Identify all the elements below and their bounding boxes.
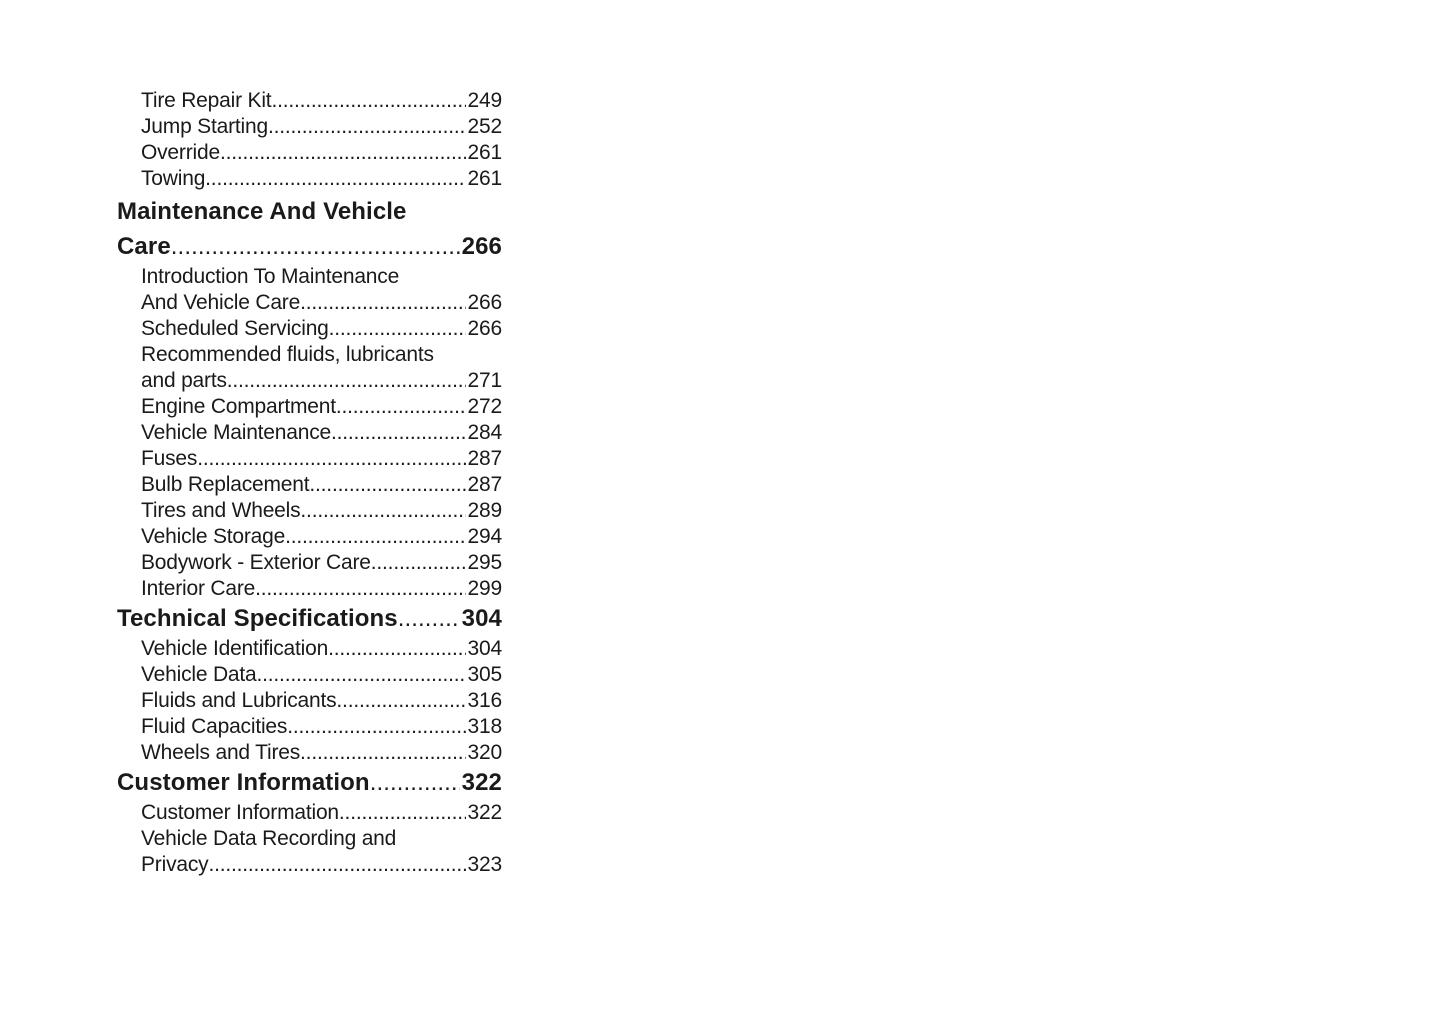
toc-entry-label: Privacy — [141, 853, 209, 876]
toc-entry-label: Tires and Wheels — [141, 499, 301, 522]
dot-leader — [220, 140, 466, 166]
dot-leader — [371, 550, 466, 576]
toc-entry-page: 287 — [467, 473, 502, 496]
dot-leader — [205, 166, 465, 192]
dot-leader — [328, 636, 465, 662]
toc-entry-page: 305 — [467, 663, 502, 686]
dot-leader — [227, 368, 466, 394]
dot-leader — [329, 316, 466, 342]
toc-entry-page: 261 — [467, 141, 502, 164]
toc-entry-label: Customer Information — [141, 801, 339, 824]
toc-entry-vehicle-data-recording[interactable] — [117, 852, 502, 878]
dot-leader — [287, 714, 465, 740]
toc-entry-bulb-replacement[interactable] — [117, 472, 502, 498]
toc-section-label: Customer Information — [117, 769, 370, 796]
toc-entry-page: 323 — [467, 853, 502, 876]
dot-leader — [398, 602, 460, 636]
table-of-contents — [117, 88, 502, 878]
dot-leader — [255, 576, 465, 602]
toc-entry-scheduled-servicing[interactable] — [117, 316, 502, 342]
toc-entry-vehicle-data[interactable] — [117, 662, 502, 688]
toc-entry-interior-care[interactable] — [117, 576, 502, 602]
toc-entry-towing[interactable] — [117, 166, 502, 192]
toc-entry-page: 272 — [467, 395, 502, 418]
toc-entry-page: 289 — [467, 499, 502, 522]
toc-entry-label: Vehicle Maintenance — [141, 421, 331, 444]
toc-entry-page: 266 — [467, 291, 502, 314]
toc-entry-fluids-and-lubricants[interactable] — [117, 688, 502, 714]
toc-entry-label: And Vehicle Care — [141, 291, 301, 314]
toc-entry-tire-repair-kit[interactable] — [117, 88, 502, 114]
toc-entry-label: Interior Care — [141, 577, 256, 600]
toc-entry-label: Bulb Replacement — [141, 473, 310, 496]
toc-entry-label: Fluid Capacities — [141, 715, 288, 738]
toc-entry-engine-compartment[interactable] — [117, 394, 502, 420]
toc-entry-label: Override — [141, 141, 220, 164]
toc-entry-page: 304 — [467, 637, 502, 660]
dot-leader — [257, 662, 466, 688]
toc-entry-page: 320 — [467, 741, 502, 764]
dot-leader — [208, 852, 465, 878]
toc-entry-vehicle-storage[interactable] — [117, 524, 502, 550]
toc-section-maintenance-title-line1[interactable] — [117, 194, 502, 229]
dot-leader — [300, 290, 465, 316]
toc-entry-page: 284 — [467, 421, 502, 444]
toc-entry-label: and parts — [141, 369, 227, 392]
toc-entry-page: 261 — [467, 167, 502, 190]
toc-entry-recommended-fluids-line1[interactable] — [117, 342, 502, 368]
toc-entry-label: Bodywork - Exterior Care — [141, 551, 371, 574]
dot-leader — [268, 114, 466, 140]
toc-entry-page: 287 — [467, 447, 502, 470]
dot-leader — [271, 88, 465, 114]
toc-entry-page: 316 — [467, 689, 502, 712]
toc-section-page: 322 — [461, 769, 502, 796]
toc-entry-override[interactable] — [117, 140, 502, 166]
toc-entry-label: Introduction To Maintenance — [141, 265, 400, 288]
dot-leader — [336, 394, 466, 420]
toc-entry-vehicle-data-recording-line1[interactable] — [117, 826, 502, 852]
toc-entry-page: 271 — [467, 369, 502, 392]
dot-leader — [370, 766, 460, 800]
toc-section-label: Maintenance And Vehicle — [117, 198, 407, 225]
toc-entry-label: Vehicle Storage — [141, 525, 286, 548]
toc-entry-label: Recommended fluids, lubricants — [141, 343, 434, 366]
toc-entry-label: Jump Starting — [141, 115, 268, 138]
toc-entry-jump-starting[interactable] — [117, 114, 502, 140]
toc-entry-customer-information[interactable] — [117, 800, 502, 826]
toc-entry-page: 322 — [467, 801, 502, 824]
dot-leader — [336, 688, 465, 714]
toc-entry-tires-and-wheels[interactable] — [117, 498, 502, 524]
toc-entry-wheels-and-tires[interactable] — [117, 740, 502, 766]
dot-leader — [197, 446, 465, 472]
dot-leader — [309, 472, 465, 498]
toc-section-label: Care — [117, 233, 171, 260]
toc-entry-label: Fuses — [141, 447, 198, 470]
toc-entry-vehicle-identification[interactable] — [117, 636, 502, 662]
dot-leader — [171, 229, 460, 264]
toc-entry-label: Vehicle Data — [141, 663, 257, 686]
toc-entry-page: 249 — [467, 89, 502, 112]
toc-section-page: 266 — [461, 233, 502, 260]
toc-section-technical-specifications[interactable] — [117, 602, 502, 636]
toc-entry-page: 295 — [467, 551, 502, 574]
toc-entry-recommended-fluids[interactable] — [117, 368, 502, 394]
toc-entry-page: 266 — [467, 317, 502, 340]
toc-entry-introduction[interactable] — [117, 290, 502, 316]
dot-leader — [300, 740, 466, 766]
toc-entry-bodywork-exterior-care[interactable] — [117, 550, 502, 576]
dot-leader — [339, 800, 466, 826]
toc-entry-introduction-line1[interactable] — [117, 264, 502, 290]
toc-entry-fuses[interactable] — [117, 446, 502, 472]
toc-entry-label: Vehicle Data Recording and — [141, 827, 397, 850]
toc-entry-label: Fluids and Lubricants — [141, 689, 337, 712]
toc-section-label: Technical Specifications — [117, 605, 398, 632]
toc-section-maintenance[interactable] — [117, 229, 502, 264]
toc-entry-vehicle-maintenance[interactable] — [117, 420, 502, 446]
toc-entry-label: Scheduled Servicing — [141, 317, 329, 340]
dot-leader — [331, 420, 466, 446]
toc-entry-label: Vehicle Identification — [141, 637, 329, 660]
toc-entry-fluid-capacities[interactable] — [117, 714, 502, 740]
toc-entry-label: Tire Repair Kit — [141, 89, 272, 112]
dot-leader — [285, 524, 465, 550]
dot-leader — [300, 498, 465, 524]
toc-entry-page: 252 — [467, 115, 502, 138]
toc-entry-page: 294 — [467, 525, 502, 548]
toc-entry-page: 318 — [467, 715, 502, 738]
toc-entry-label: Towing — [141, 167, 206, 190]
toc-section-customer-information[interactable] — [117, 766, 502, 800]
toc-section-page: 304 — [461, 605, 502, 632]
toc-entry-label: Engine Compartment — [141, 395, 336, 418]
toc-entry-label: Wheels and Tires — [141, 741, 301, 764]
toc-entry-page: 299 — [467, 577, 502, 600]
